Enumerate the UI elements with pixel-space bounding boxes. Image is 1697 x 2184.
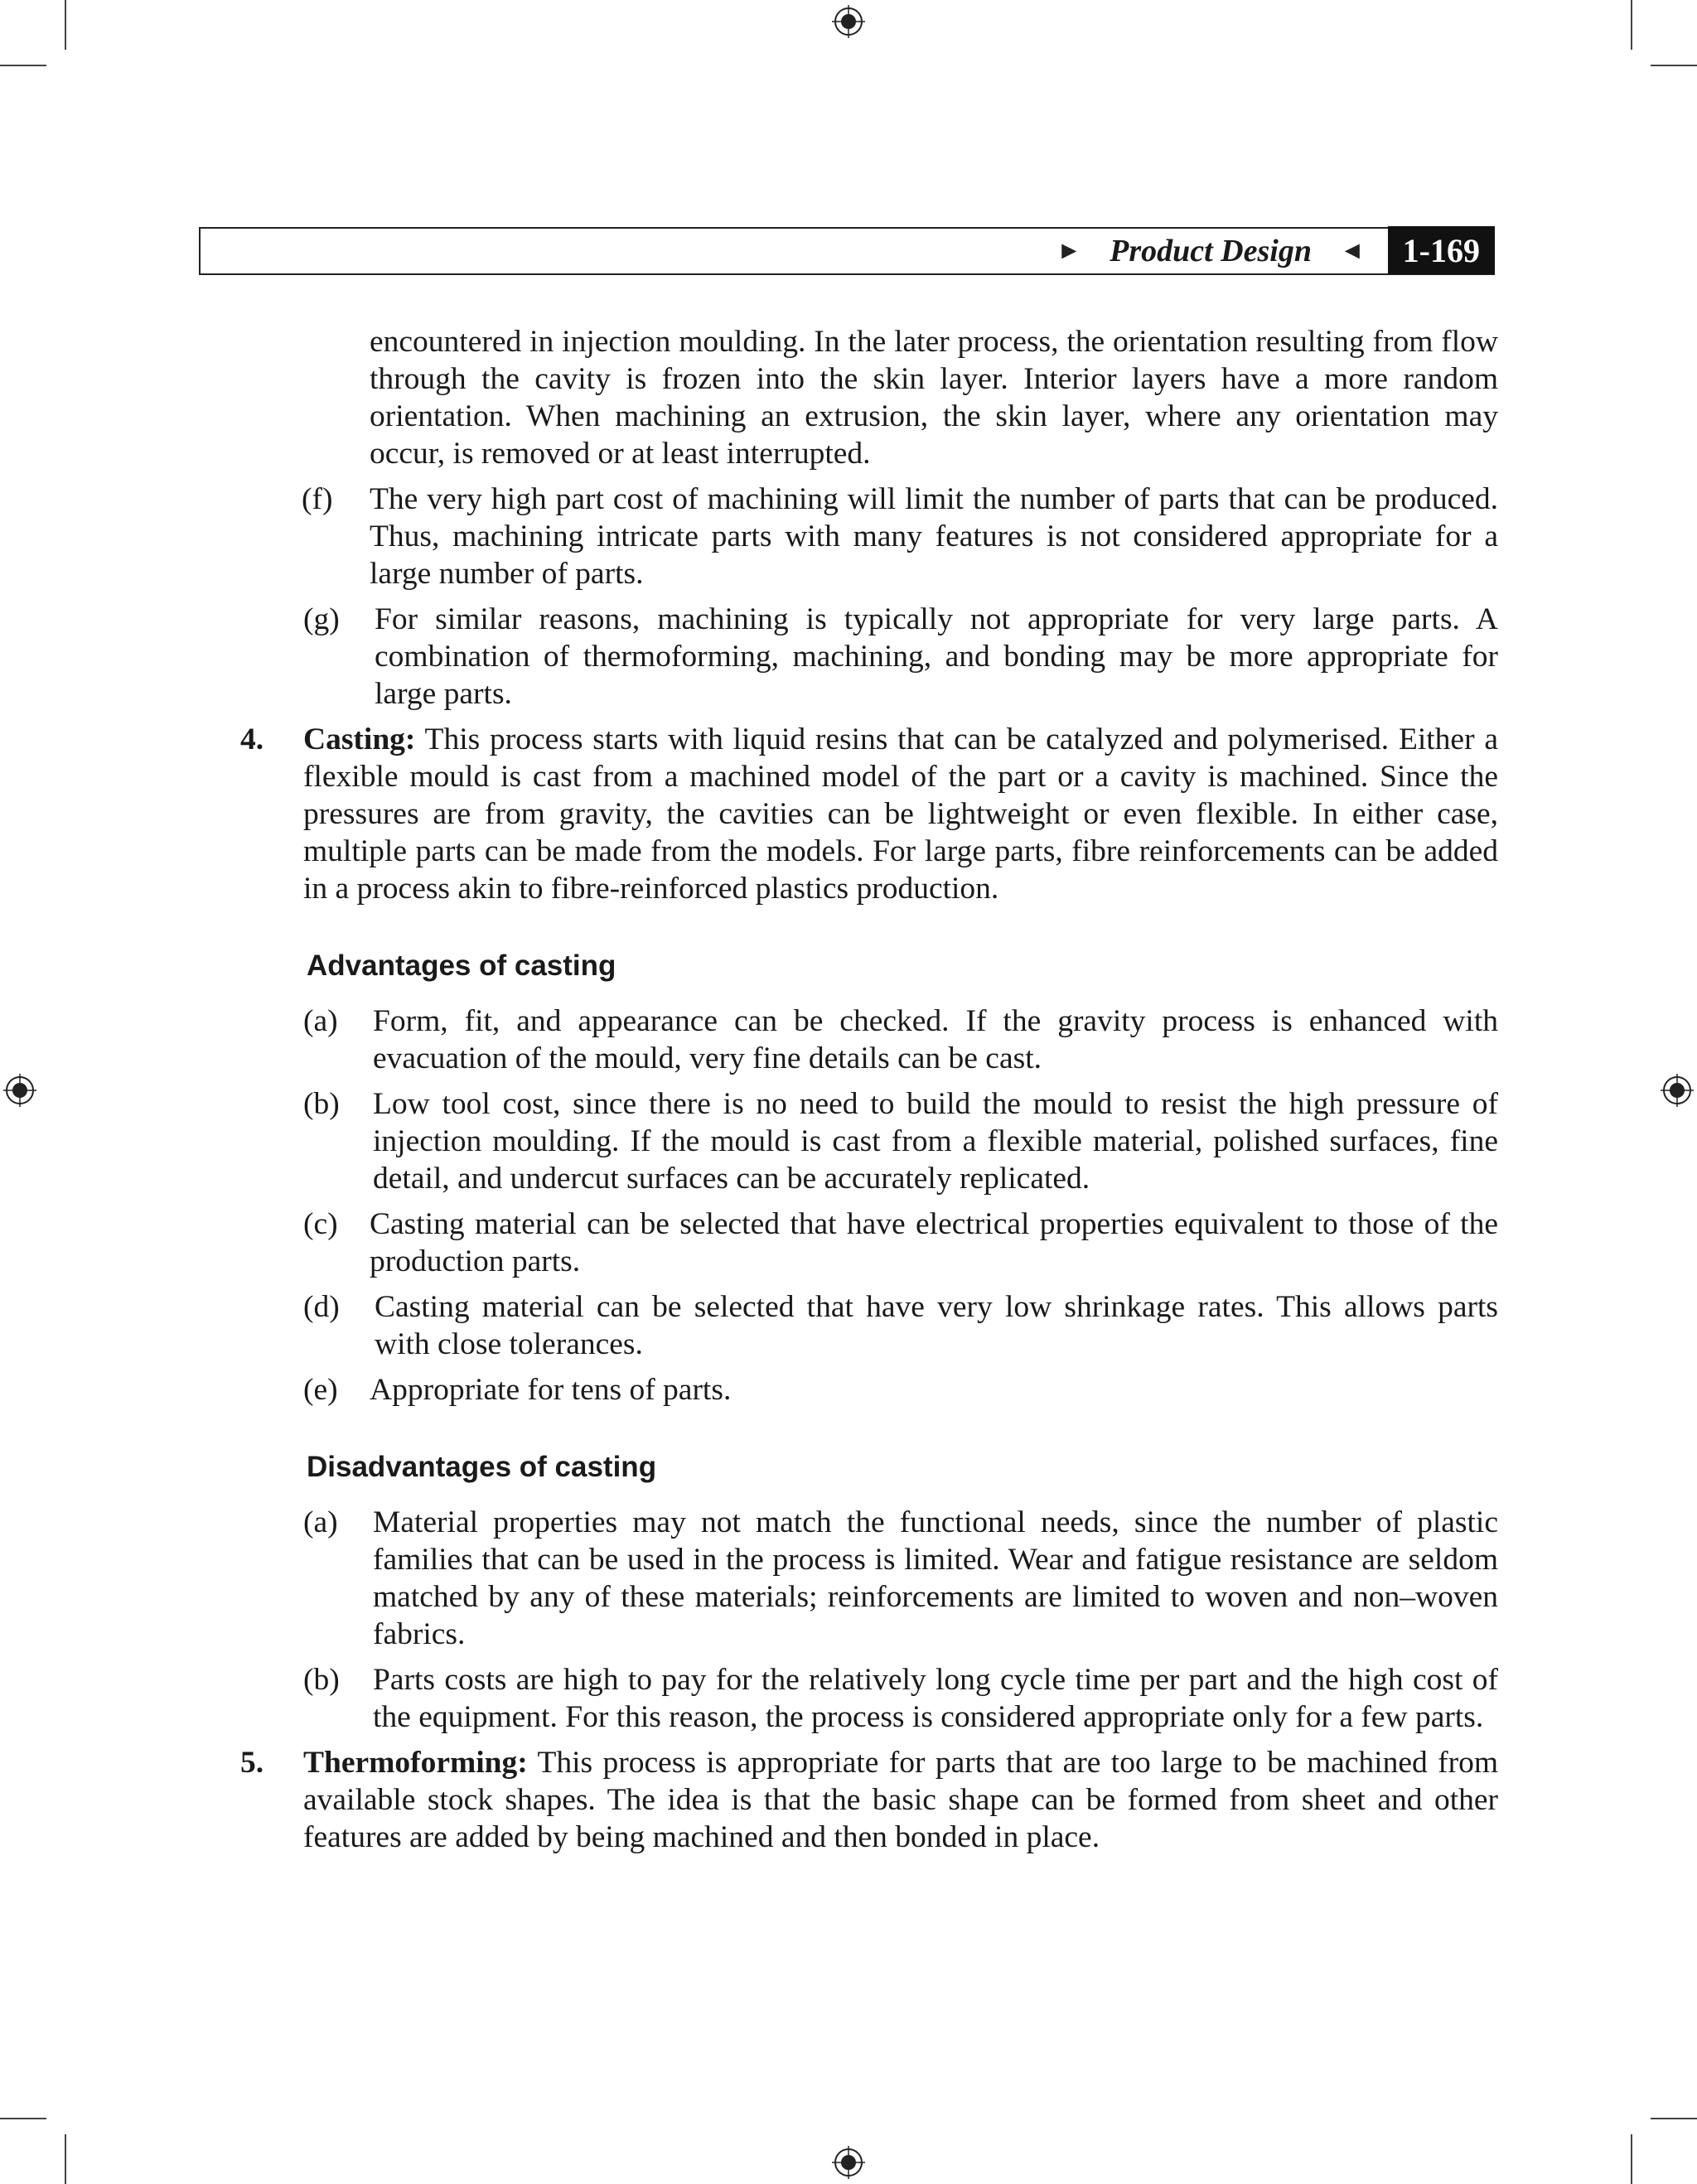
item-body: This process starts with liquid resins that can be catalyzed and polymerised. Either a flexible mould is cast from a machined model of the part or a cavity is machined. Since the pressures are from gravity, the cavities can be lightweight or even flexible. In either case, multiple parts can be made from the models. For large parts, fibre reinforcements can be added in a process akin to fibre-reinforced plastics production. [303, 722, 1498, 906]
crop-mark [0, 65, 46, 66]
list-item-label: (a) [303, 1505, 338, 1539]
list-item [303, 1003, 1498, 1077]
page-body [240, 323, 1498, 1856]
continuation-paragraph: encountered in injection moulding. In the later process, the orientation resulting from flow through the cavity is frozen into the skin layer. Interior layers have a more random orientation. When machining an extrusion, the skin layer, where any orientation may occur, is removed or at least interrupted. [370, 325, 1498, 471]
list-item-label: (b) [303, 1087, 340, 1121]
running-title: Product Design [1110, 234, 1312, 268]
list-item [302, 481, 1498, 592]
crop-mark [1651, 2118, 1697, 2119]
running-header [199, 227, 1495, 275]
list-item-text: Low tool cost, since there is no need to build the mould to resist the high pressure of injection moulding. If the mould is cast from a flexible material, polished surfaces, fine detail, and undercut surfaces can be accurately replicated. [373, 1087, 1498, 1196]
list-item-label: (b) [303, 1663, 340, 1697]
crop-mark [0, 2118, 46, 2119]
list-item-label: (c) [303, 1207, 338, 1241]
crop-mark [1651, 65, 1697, 66]
numbered-item-casting [240, 721, 1498, 907]
left-arrow-icon: ◄ [1339, 237, 1365, 264]
registration-mark-icon [832, 2146, 865, 2179]
list-item [303, 601, 1498, 713]
list-item-text: For similar reasons, machining is typically not appropriate for very large parts. A combination of thermoforming, machining, and bonding may be more appropriate for large parts. [375, 602, 1498, 711]
item-term: Casting: [303, 722, 416, 756]
item-number: 5. [240, 1746, 264, 1780]
list-item-text: Form, fit, and appearance can be checked. If the gravity process is enhanced with evacuation of the mould, very fine details can be cast. [373, 1004, 1498, 1075]
crop-mark [65, 2134, 66, 2184]
list-item-label: (a) [303, 1004, 338, 1038]
crop-mark [1631, 2134, 1632, 2184]
list-item [303, 1288, 1498, 1363]
item-text [303, 721, 1498, 907]
crop-mark [65, 0, 66, 50]
list-item-text: Parts costs are high to pay for the relatively long cycle time per part and the high cost of the equipment. For this reason, the process is considered appropriate only for a few parts. [373, 1663, 1498, 1734]
list-item-text: The very high part cost of machining will limit the number of parts that can be produced. Thus, machining intricate parts with many features is not considered appropriate for a large number of parts. [370, 482, 1498, 591]
list-item-text: Casting material can be selected that have electrical properties equivalent to those of the production parts. [370, 1207, 1498, 1278]
list-item-label: (g) [303, 602, 340, 636]
registration-mark-icon [3, 1074, 36, 1107]
list-item-label: (d) [303, 1290, 340, 1324]
list-item-text: Material properties may not match the functional needs, since the number of plastic families that can be used in the process is limited. Wear and fatigue resistance are seldom matched by any of these materials; reinforcements are limited to woven and non–woven fabrics. [373, 1505, 1498, 1651]
list-item-label: (f) [302, 482, 333, 516]
list-item-text: Casting material can be selected that have very low shrinkage rates. This allows parts with close tolerances. [375, 1290, 1498, 1361]
item-term: Thermoforming: [303, 1746, 528, 1780]
list-item [303, 1206, 1498, 1280]
item-text [303, 1744, 1498, 1856]
numbered-item-thermoforming [240, 1744, 1498, 1856]
header-content [1056, 229, 1493, 273]
crop-mark [1631, 0, 1632, 50]
registration-mark-icon [832, 5, 865, 38]
page-number: 1-169 [1388, 226, 1495, 274]
list-item [303, 1085, 1498, 1197]
section-heading-disadvantages: Disadvantages of casting [307, 1451, 657, 1483]
list-item-label: (e) [303, 1373, 338, 1407]
item-body: This process is appropriate for parts that are too large to be machined from available stock shapes. The idea is that the basic shape can be formed from sheet and other features are added by being machined and then bonded in place. [303, 1746, 1498, 1854]
section-heading-advantages: Advantages of casting [307, 949, 616, 982]
list-item [303, 1661, 1498, 1736]
item-number: 4. [240, 722, 264, 756]
list-item-text: Appropriate for tens of parts. [370, 1373, 732, 1407]
list-item [303, 1504, 1498, 1653]
registration-mark-icon [1661, 1074, 1694, 1107]
right-arrow-icon: ► [1056, 237, 1082, 264]
list-item [303, 1371, 1498, 1408]
